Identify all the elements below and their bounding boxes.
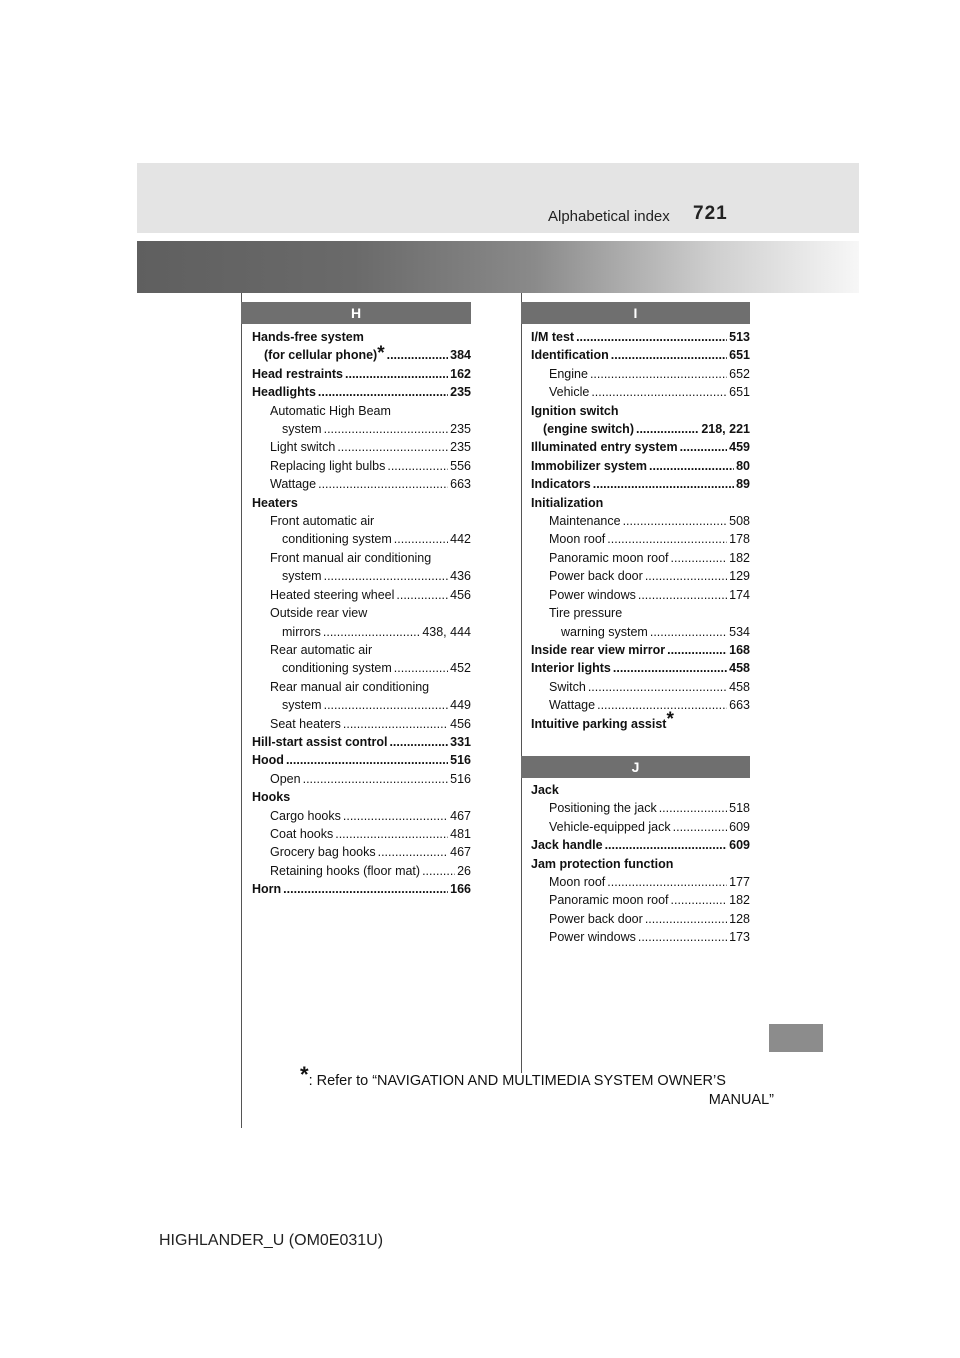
page-ref: 89 xyxy=(736,477,750,492)
page-title: Alphabetical index xyxy=(548,208,670,225)
page-ref: 168 xyxy=(729,642,750,657)
index-subentry: system ..... 235 xyxy=(252,420,471,438)
index-entry: Ignition switch xyxy=(531,403,619,418)
page-ref: 80 xyxy=(736,458,750,473)
index-subentry: Front manual air conditioning xyxy=(270,550,432,565)
page-ref: 166 xyxy=(450,882,471,897)
index-entry: Immobilizer system ..... 80 xyxy=(531,457,750,475)
page-ref: 651 xyxy=(729,385,750,400)
page-ref: 331 xyxy=(450,734,471,749)
page-ref: 516 xyxy=(450,753,471,768)
index-entry: Jack xyxy=(531,783,559,797)
index-subentry: system ..... 436 xyxy=(252,567,471,585)
index-column-h xyxy=(252,328,471,899)
index-column-i xyxy=(531,328,750,733)
index-subentry: system ..... 449 xyxy=(252,696,471,714)
index-subentry: Automatic High Beam xyxy=(270,403,391,418)
page-ref: 162 xyxy=(450,366,471,381)
index-entry: Head restraints ..... 162 xyxy=(252,365,471,383)
page-ref: 129 xyxy=(729,569,750,584)
index-subentry: Rear automatic air xyxy=(270,642,373,657)
page-ref: 663 xyxy=(729,698,750,713)
index-subentry: Panoramic moon roof ..... 182 xyxy=(531,891,750,909)
index-entry: (for cellular phone) * ..... 384 xyxy=(252,346,471,364)
page-ref: 652 xyxy=(729,366,750,381)
decorative-gradient-bar xyxy=(137,241,859,293)
index-subentry: Moon roof ..... 177 xyxy=(531,873,750,891)
index-subentry: Grocery bag hooks ..... 467 xyxy=(252,843,471,861)
index-entry: Headlights ..... 235 xyxy=(252,383,471,401)
section-header-h: H xyxy=(241,302,471,324)
page-ref: 178 xyxy=(729,532,750,547)
index-entry: Hill-start assist control ..... 331 xyxy=(252,733,471,751)
index-subentry: Coat hooks ..... 481 xyxy=(252,825,471,843)
index-subentry: mirrors ..... 438, 444 xyxy=(252,623,471,641)
footnote-star-icon: * xyxy=(666,708,674,730)
footnote-line-1: : Refer to “NAVIGATION AND MULTIMEDIA SYSTEM OWNER’S xyxy=(308,1073,726,1089)
header-band xyxy=(137,163,859,233)
page-ref: 467 xyxy=(450,808,471,823)
page-ref: 235 xyxy=(450,440,471,455)
index-subentry: Heated steering wheel ..... 456 xyxy=(252,586,471,604)
index-subentry: Power back door ..... 128 xyxy=(531,910,750,928)
page-ref: 458 xyxy=(729,679,750,694)
page-ref: 26 xyxy=(457,863,471,878)
page-ref: 449 xyxy=(450,698,471,713)
page-ref: 534 xyxy=(729,624,750,639)
page-ref: 663 xyxy=(450,477,471,492)
index-subentry: Rear manual air conditioning xyxy=(270,679,430,694)
index-subentry: Vehicle-equipped jack ..... 609 xyxy=(531,818,750,836)
footnote-star-icon: * xyxy=(300,1062,309,1087)
page-ref: 459 xyxy=(729,440,750,455)
page-ref: 456 xyxy=(450,716,471,731)
page-ref: 128 xyxy=(729,911,750,926)
index-entry: Jack handle ..... 609 xyxy=(531,836,750,854)
index-subentry: conditioning system ..... 452 xyxy=(252,659,471,677)
page-number: 721 xyxy=(693,203,728,224)
page-ref: 481 xyxy=(450,826,471,841)
index-subentry: Retaining hooks (floor mat) ..... 26 xyxy=(252,862,471,880)
index-subentry: conditioning system ..... 442 xyxy=(252,530,471,548)
index-subentry: Cargo hooks ..... 467 xyxy=(252,807,471,825)
index-subentry: Open ..... 516 xyxy=(252,770,471,788)
page-ref: 458 xyxy=(729,661,750,676)
page-ref: 518 xyxy=(729,801,750,816)
page-ref: 436 xyxy=(450,569,471,584)
index-subentry: Front automatic air xyxy=(270,514,375,529)
page-ref: 556 xyxy=(450,458,471,473)
index-subentry: Seat heaters ..... 456 xyxy=(252,715,471,733)
index-subentry: Power windows ..... 174 xyxy=(531,586,750,604)
page-ref: 467 xyxy=(450,845,471,860)
page-ref: 442 xyxy=(450,532,471,547)
footnote xyxy=(300,1062,774,1110)
index-subentry: Power windows ..... 173 xyxy=(531,928,750,946)
manual-id: HIGHLANDER_U (OM0E031U) xyxy=(159,1232,384,1249)
page-ref: 182 xyxy=(729,550,750,565)
column-divider-left xyxy=(241,293,242,1128)
column-divider-middle xyxy=(521,293,522,1073)
index-entry: Illuminated entry system ..... 459 xyxy=(531,438,750,456)
index-subentry: Replacing light bulbs ..... 556 xyxy=(252,457,471,475)
page-ref: 174 xyxy=(729,587,750,602)
index-subentry: Vehicle ..... 651 xyxy=(531,383,750,401)
index-entry: Hands-free system xyxy=(252,330,364,344)
section-header-i: I xyxy=(521,302,750,324)
index-subentry: Switch ..... 458 xyxy=(531,678,750,696)
index-entry: I/M test ..... 513 xyxy=(531,328,750,346)
index-subentry: Positioning the jack ..... 518 xyxy=(531,799,750,817)
index-column-j xyxy=(531,781,750,947)
index-entry: Inside rear view mirror ..... 168 xyxy=(531,641,750,659)
section-thumb-tab xyxy=(769,1024,823,1052)
section-header-j: J xyxy=(521,756,750,778)
index-entry: Indicators ..... 89 xyxy=(531,475,750,493)
footnote-line-2: MANUAL” xyxy=(708,1092,774,1108)
index-entry: (engine switch) ..... 218, 221 xyxy=(531,420,750,438)
index-subentry: Tire pressure xyxy=(549,606,623,621)
index-subentry: warning system ..... 534 xyxy=(531,623,750,641)
index-entry: Hooks xyxy=(252,790,291,805)
page-ref: 384 xyxy=(450,348,471,363)
page-ref: 438, 444 xyxy=(422,624,471,639)
index-subentry: Panoramic moon roof ..... 182 xyxy=(531,549,750,567)
index-entry: Jam protection function xyxy=(531,856,674,871)
page-ref: 651 xyxy=(729,348,750,363)
page-ref: 456 xyxy=(450,587,471,602)
page-ref: 173 xyxy=(729,930,750,945)
page-ref: 452 xyxy=(450,661,471,676)
index-subentry: Maintenance ..... 508 xyxy=(531,512,750,530)
page-ref: 218, 221 xyxy=(701,422,750,437)
page-ref: 182 xyxy=(729,893,750,908)
page-ref: 235 xyxy=(450,422,471,437)
index-entry: Initialization xyxy=(531,495,604,510)
index-entry: Identification ..... 651 xyxy=(531,346,750,364)
index-subentry: Wattage ..... 663 xyxy=(252,475,471,493)
page-ref: 513 xyxy=(729,330,750,344)
page-ref: 516 xyxy=(450,771,471,786)
index-subentry: Engine ..... 652 xyxy=(531,365,750,383)
index-entry: Heaters xyxy=(252,495,298,510)
index-entry: Hood ..... 516 xyxy=(252,751,471,769)
index-entry: Interior lights ..... 458 xyxy=(531,659,750,677)
index-subentry: Moon roof ..... 178 xyxy=(531,530,750,548)
index-subentry: Power back door ..... 129 xyxy=(531,567,750,585)
page-ref: 177 xyxy=(729,875,750,890)
page-ref: 508 xyxy=(729,514,750,529)
page-ref: 609 xyxy=(729,838,750,853)
page-ref: 609 xyxy=(729,819,750,834)
page-ref: 235 xyxy=(450,385,471,400)
index-entry: Intuitive parking assist* xyxy=(531,708,674,731)
index-subentry: Wattage ..... 663 xyxy=(531,696,750,714)
index-entry: Horn ..... 166 xyxy=(252,880,471,898)
index-subentry: Light switch ..... 235 xyxy=(252,438,471,456)
index-subentry: Outside rear view xyxy=(270,606,368,621)
